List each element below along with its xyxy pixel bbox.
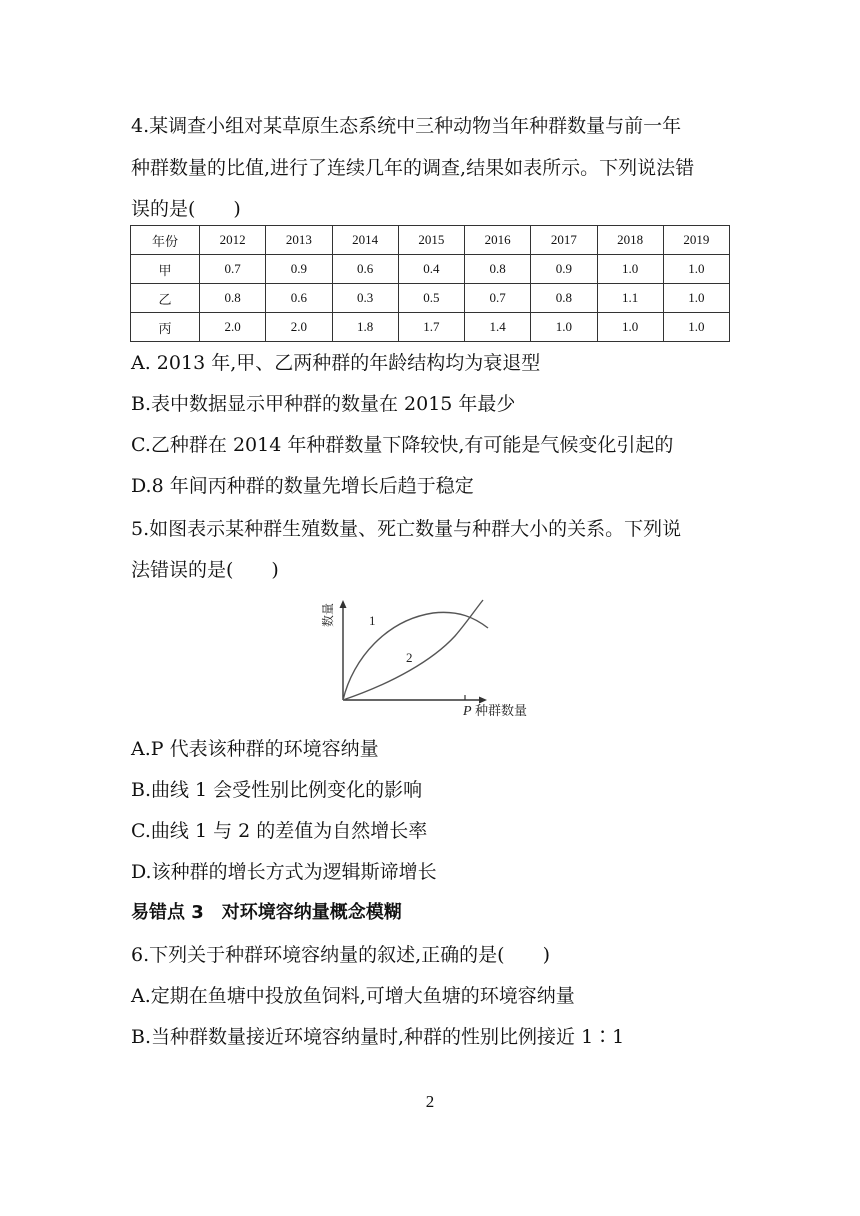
section-heading: 易错点 3 对环境容纳量概念模糊 (131, 902, 402, 923)
table-header-cell: 2017 (531, 226, 597, 255)
table-cell: 0.9 (266, 255, 332, 284)
table-header-cell: 2018 (597, 226, 663, 255)
curve-1-label: 1 (369, 613, 376, 628)
table-cell: 1.1 (597, 284, 663, 313)
y-axis-label: 数量 (321, 602, 335, 627)
q4-option-a: A. 2013 年,甲、乙两种群的年龄结构均为衰退型 (131, 352, 541, 374)
table-header-cell: 2019 (663, 226, 729, 255)
table-header-cell: 2014 (332, 226, 398, 255)
table-cell: 0.8 (531, 284, 597, 313)
table-cell: 0.6 (266, 284, 332, 313)
table-row-label: 甲 (131, 255, 200, 284)
q6-option-b: B.当种群数量接近环境容纳量时,种群的性别比例接近 1∶1 (131, 1026, 625, 1048)
q4-option-b: B.表中数据显示甲种群的数量在 2015 年最少 (131, 393, 516, 415)
table-cell: 1.0 (663, 313, 729, 342)
q5-stem-line-2: 法错误的是( ) (131, 559, 279, 581)
curve-2-label: 2 (406, 650, 413, 665)
page-number: 2 (425, 1092, 435, 1111)
table-cell: 0.3 (332, 284, 398, 313)
table-cell: 1.0 (531, 313, 597, 342)
q4-stem-line-2: 种群数量的比值,进行了连续几年的调查,结果如表所示。下列说法错 (131, 157, 695, 179)
table-cell: 1.0 (663, 284, 729, 313)
curve-1 (343, 612, 488, 700)
q5-option-a: A.P 代表该种群的环境容纳量 (131, 738, 379, 760)
q5-curve-figure (315, 598, 545, 724)
table-row (131, 255, 730, 284)
q5-option-d: D.该种群的增长方式为逻辑斯谛增长 (131, 861, 437, 883)
table-header-cell: 2015 (398, 226, 464, 255)
table-cell: 1.0 (597, 313, 663, 342)
table-row (131, 284, 730, 313)
table-cell: 0.5 (398, 284, 464, 313)
q4-stem-line-1: 4.某调查小组对某草原生态系统中三种动物当年种群数量与前一年 (131, 115, 682, 137)
table-cell: 1.4 (465, 313, 531, 342)
table-cell: 1.0 (597, 255, 663, 284)
table-row-label: 丙 (131, 313, 200, 342)
table-cell: 1.8 (332, 313, 398, 342)
table-header-cell: 年份 (131, 226, 200, 255)
table-cell: 0.7 (200, 255, 266, 284)
q4-option-c: C.乙种群在 2014 年种群数量下降较快,有可能是气候变化引起的 (131, 434, 674, 456)
x-axis-label: 种群数量 (475, 703, 528, 718)
y-axis-arrow (340, 600, 347, 608)
table-cell: 0.7 (465, 284, 531, 313)
q5-option-c: C.曲线 1 与 2 的差值为自然增长率 (131, 820, 428, 842)
table-cell: 2.0 (266, 313, 332, 342)
table-row-label: 乙 (131, 284, 200, 313)
q4-stem-line-3: 误的是( ) (131, 198, 241, 220)
table-row (131, 313, 730, 342)
table-cell: 1.0 (663, 255, 729, 284)
p-label: P (463, 704, 472, 719)
table-cell: 0.9 (531, 255, 597, 284)
table-cell: 0.6 (332, 255, 398, 284)
table-cell: 0.8 (465, 255, 531, 284)
table-cell: 2.0 (200, 313, 266, 342)
q5-stem-line-1: 5.如图表示某种群生殖数量、死亡数量与种群大小的关系。下列说 (131, 518, 682, 540)
q6-option-a: A.定期在鱼塘中投放鱼饲料,可增大鱼塘的环境容纳量 (131, 985, 575, 1007)
table-cell: 1.7 (398, 313, 464, 342)
q6-stem: 6.下列关于种群环境容纳量的叙述,正确的是( ) (131, 944, 550, 966)
table-cell: 0.8 (200, 284, 266, 313)
table-cell: 0.4 (398, 255, 464, 284)
table-header-cell: 2016 (465, 226, 531, 255)
table-header-cell: 2012 (200, 226, 266, 255)
q5-option-b: B.曲线 1 会受性别比例变化的影响 (131, 779, 423, 801)
table-header-cell: 2013 (266, 226, 332, 255)
q4-data-table (130, 225, 730, 342)
q4-option-d: D.8 年间丙种群的数量先增长后趋于稳定 (131, 475, 474, 497)
table-header-row (131, 226, 730, 255)
